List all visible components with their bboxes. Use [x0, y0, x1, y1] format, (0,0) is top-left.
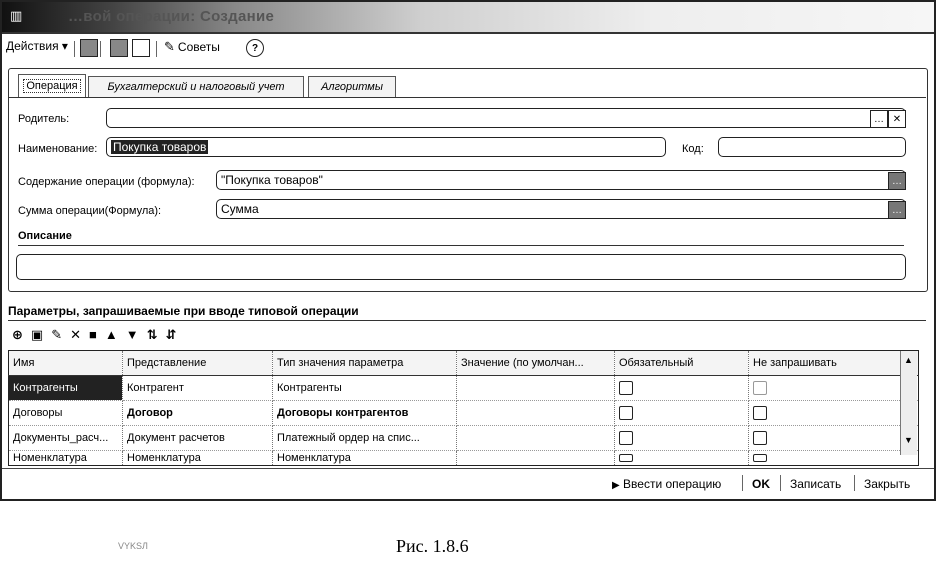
required-checkbox[interactable]	[619, 381, 633, 395]
figure-caption: Рис. 1.8.6	[396, 536, 469, 556]
dont-ask-checkbox[interactable]	[753, 454, 767, 462]
parent-field[interactable]	[106, 108, 906, 128]
parent-label: Родитель:	[18, 113, 70, 125]
table-icon[interactable]	[80, 39, 98, 57]
document-icon[interactable]	[132, 39, 150, 57]
description-divider	[18, 245, 904, 246]
cell-representation[interactable]: Документ расчетов	[123, 426, 273, 451]
bottom-button-bar	[2, 468, 934, 499]
description-heading: Описание	[18, 230, 72, 242]
tips-label: Советы	[177, 40, 220, 54]
parent-clear-icon[interactable]: ✕	[888, 110, 906, 128]
params-table	[8, 350, 919, 466]
tab-operation[interactable]	[18, 74, 86, 97]
cell-type[interactable]: Договоры контрагентов	[273, 401, 457, 426]
col-header-default-value[interactable]: Значение (по умолчан...	[457, 351, 615, 376]
required-checkbox[interactable]	[619, 406, 633, 420]
actions-menu[interactable]	[6, 39, 68, 53]
button-separator	[780, 475, 781, 491]
move-up-icon[interactable]: ▲	[104, 327, 118, 342]
params-toolbar	[12, 327, 176, 343]
params-divider	[8, 320, 926, 321]
cell-default-value[interactable]	[457, 401, 615, 426]
col-header-dont-ask[interactable]: Не запрашивать	[749, 351, 919, 376]
copy-icon[interactable]: ▣	[30, 327, 44, 342]
enter-operation-label: Ввести операцию	[623, 477, 722, 491]
sum-edit-icon[interactable]: …	[888, 201, 906, 219]
code-label: Код:	[682, 143, 704, 155]
help-icon[interactable]: ?	[246, 39, 264, 57]
cell-name[interactable]: Контрагенты	[9, 376, 123, 401]
actions-label: Действия ▾	[6, 39, 68, 53]
cell-type[interactable]: Платежный ордер на спис...	[273, 426, 457, 451]
tab-algorithms[interactable]	[308, 76, 396, 97]
sum-value: Сумма	[221, 202, 259, 216]
table-row[interactable]	[9, 401, 919, 426]
page-number: VYKSЛ	[118, 541, 148, 551]
scroll-down-icon[interactable]: ▼	[904, 435, 913, 445]
play-icon: ▶	[612, 480, 620, 491]
name-field[interactable]	[106, 137, 666, 157]
tab-label: Алгоритмы	[321, 81, 383, 93]
required-checkbox[interactable]	[619, 431, 633, 445]
col-header-name[interactable]: Имя	[9, 351, 123, 376]
toolbar-separator	[156, 41, 157, 57]
title-bar[interactable]	[2, 2, 934, 34]
col-header-representation[interactable]: Представление	[123, 351, 273, 376]
name-label: Наименование:	[18, 143, 98, 155]
content-formula-field[interactable]	[216, 170, 906, 190]
table-row[interactable]	[9, 376, 919, 401]
close-button[interactable]: Закрыть	[864, 477, 911, 491]
cell-name[interactable]: Номенклатура	[9, 451, 123, 466]
sort-ascending-icon[interactable]: ⇅	[146, 327, 158, 342]
cell-type[interactable]: Контрагенты	[273, 376, 457, 401]
sum-label: Сумма операции(Формула):	[18, 205, 162, 217]
tab-label: Бухгалтерский и налоговый учет	[107, 81, 285, 93]
dont-ask-checkbox[interactable]	[753, 406, 767, 420]
move-down-icon[interactable]: ▼	[125, 327, 139, 342]
table-row[interactable]	[9, 451, 919, 466]
col-header-type[interactable]: Тип значения параметра	[273, 351, 457, 376]
tab-divider	[8, 97, 926, 98]
sum-formula-field[interactable]	[216, 199, 906, 219]
scroll-up-icon[interactable]: ▲	[904, 355, 913, 365]
table-icon[interactable]: ■	[89, 327, 97, 342]
window-title: …вой операции: Создание	[68, 8, 275, 25]
enter-operation-button[interactable]	[612, 477, 721, 491]
table-header-row	[9, 351, 919, 376]
content-value: "Покупка товаров"	[221, 173, 323, 187]
col-header-required[interactable]: Обязательный	[615, 351, 749, 376]
tab-accounting[interactable]	[88, 76, 304, 97]
system-menu-icon[interactable]: ▥	[10, 8, 23, 23]
tab-label: Операция	[23, 79, 80, 93]
toolbar	[6, 37, 926, 61]
button-separator	[742, 475, 743, 491]
sort-descending-icon[interactable]: ⇵	[165, 327, 177, 342]
toolbar-separator	[100, 41, 101, 57]
dont-ask-checkbox[interactable]	[753, 431, 767, 445]
edit-icon[interactable]: ✎	[51, 327, 63, 342]
cell-default-value[interactable]	[457, 426, 615, 451]
dont-ask-checkbox[interactable]	[753, 381, 767, 395]
required-checkbox[interactable]	[619, 454, 633, 462]
button-separator	[854, 475, 855, 491]
cell-name[interactable]: Документы_расч...	[9, 426, 123, 451]
toolbar-separator	[74, 41, 75, 57]
delete-icon[interactable]: ✕	[70, 327, 82, 342]
parent-select-button[interactable]: …	[870, 110, 888, 128]
content-label: Содержание операции (формула):	[18, 176, 195, 188]
params-heading: Параметры, запрашиваемые при вводе типовой операции	[8, 304, 359, 318]
cell-representation[interactable]: Номенклатура	[123, 451, 273, 466]
content-edit-icon[interactable]: …	[888, 172, 906, 190]
cell-name[interactable]: Договоры	[9, 401, 123, 426]
cell-type[interactable]: Номенклатура	[273, 451, 457, 466]
tips-button[interactable]	[164, 39, 220, 55]
cell-default-value[interactable]	[457, 376, 615, 401]
form-icon[interactable]	[110, 39, 128, 57]
cell-default-value[interactable]	[457, 451, 615, 466]
cell-representation[interactable]: Контрагент	[123, 376, 273, 401]
name-value: Покупка товаров	[113, 140, 207, 154]
code-field[interactable]	[718, 137, 906, 157]
table-scrollbar[interactable]	[900, 351, 917, 455]
ok-button[interactable]: OK	[752, 477, 770, 491]
tips-icon: ✎	[164, 39, 175, 54]
save-button[interactable]: Записать	[790, 477, 842, 491]
table-row[interactable]	[9, 426, 919, 451]
cell-representation[interactable]: Договор	[123, 401, 273, 426]
add-icon[interactable]: ⊕	[12, 327, 23, 342]
description-field[interactable]	[16, 254, 906, 280]
